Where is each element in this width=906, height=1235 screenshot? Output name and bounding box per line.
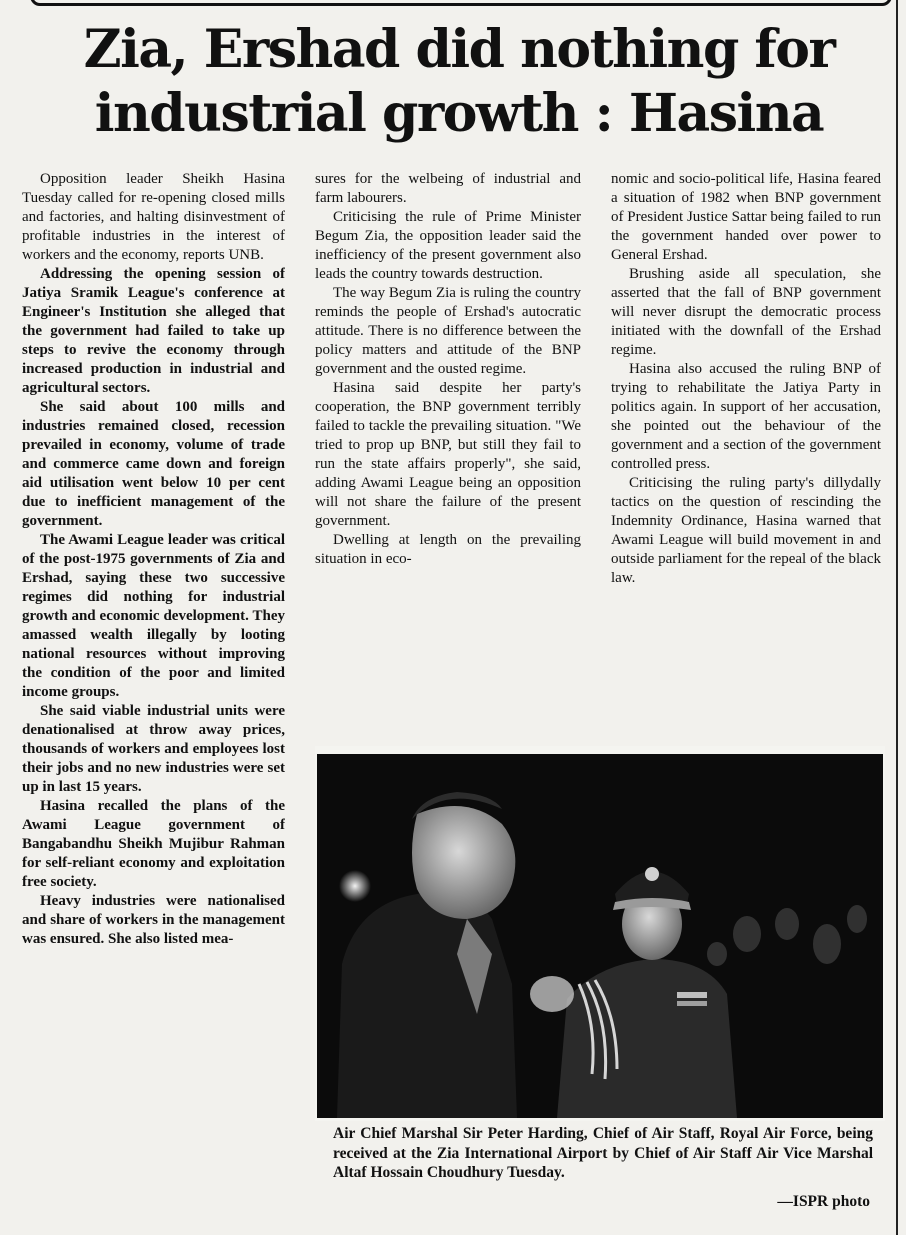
photo-credit: —ISPR photo [777,1193,870,1210]
paragraph: Criticising the ruling party's dillydally tactics on the question of rescinding the Indemnity Ordinance, Hasina warned that Awami League will build movement in and outside parliament for the repeal of the black law. [611,475,881,586]
article-column-1 [22,170,285,1210]
paragraph: Addressing the opening session of Jatiya Sramik League's conference at Engineer's Institution she alleged that the government had failed to take up steps to revive the economy through increased production in industrial and agricultural sectors. [22,266,285,396]
paragraph: Criticising the rule of Prime Minister Begum Zia, the opposition leader said the inefficiency of the present government also leads the country towards destruction. [315,209,581,282]
paragraph: Dwelling at length on the prevailing situation in eco- [315,532,581,567]
top-border-rule [30,0,892,6]
paragraph: Opposition leader Sheikh Hasina Tuesday called for re-opening closed mills and factories, and halting disinvestment of profitable industries in the interest of workers and the economy, reports UNB. [22,171,285,263]
news-photo [317,754,883,1118]
headline: Zia, Ershad did nothing for industrial growth : Hasina [83,19,835,144]
right-column-rule [896,0,898,1235]
photo-frame [315,746,885,1121]
paragraph: Hasina recalled the plans of the Awami League government of Bangabandhu Sheikh Mujibur Rahman for self-reliant economy and exploitation free society. [22,798,285,890]
paragraph: She said viable industrial units were denationalised at throw away prices, thousands of workers and employees lost their jobs and no new industries were set up in last 15 years. [22,703,285,795]
paragraph: Heavy industries were nationalised and share of workers in the management was ensured. She also listed mea- [22,893,285,947]
paragraph: Brushing aside all speculation, she asserted that the fall of BNP government will never disrupt the democratic process initiated with the downfall of the Ershad regime. [611,266,881,358]
paragraph: Hasina said despite her party's cooperation, the BNP government terribly failed to tackle the prevailing situation. "We tried to prop up BNP, but still they fail to run the state affairs properly", she said, adding Awami League being an opposition will not share the failure of the present government. [315,380,581,529]
paragraph: She said about 100 mills and industries remained closed, recession prevailed in economy, volume of trade and commerce came down and foreign aid utilisation went below 10 per cent due to inefficient management of the government. [22,399,285,529]
article-column-2 [315,170,581,740]
photo-caption: Air Chief Marshal Sir Peter Harding, Chief of Air Staff, Royal Air Force, being received at the Zia International Airport by Chief of Air Staff Air Vice Marshal Altaf Hossain Choudhury Tuesday. [333,1125,873,1181]
paragraph: Hasina also accused the ruling BNP of trying to rehabilitate the Jatiya Party in politics again. In support of her accusation, she pointed out the behaviour of the government and a section of the government controlled press. [611,361,881,472]
article-column-3 [611,170,881,730]
paragraph: nomic and socio-political life, Hasina feared a situation of 1982 when BNP government of President Justice Sattar being failed to run the government handed over power to General Ershad. [611,171,881,263]
paragraph: The way Begum Zia is ruling the country reminds the people of Ershad's autocratic attitude. There is no difference between the policy matters and attitude of the BNP government and the ousted regime. [315,285,581,377]
photo-illustration [317,754,883,1118]
paragraph: The Awami League leader was critical of the post-1975 governments of Zia and Ershad, saying these two successive regimes did nothing for industrial growth and economic development. They amassed wealth illegally by looting national resources without improving the condition of the poor and limited income groups. [22,532,285,700]
paragraph: sures for the welbeing of industrial and farm labourers. [315,171,581,206]
